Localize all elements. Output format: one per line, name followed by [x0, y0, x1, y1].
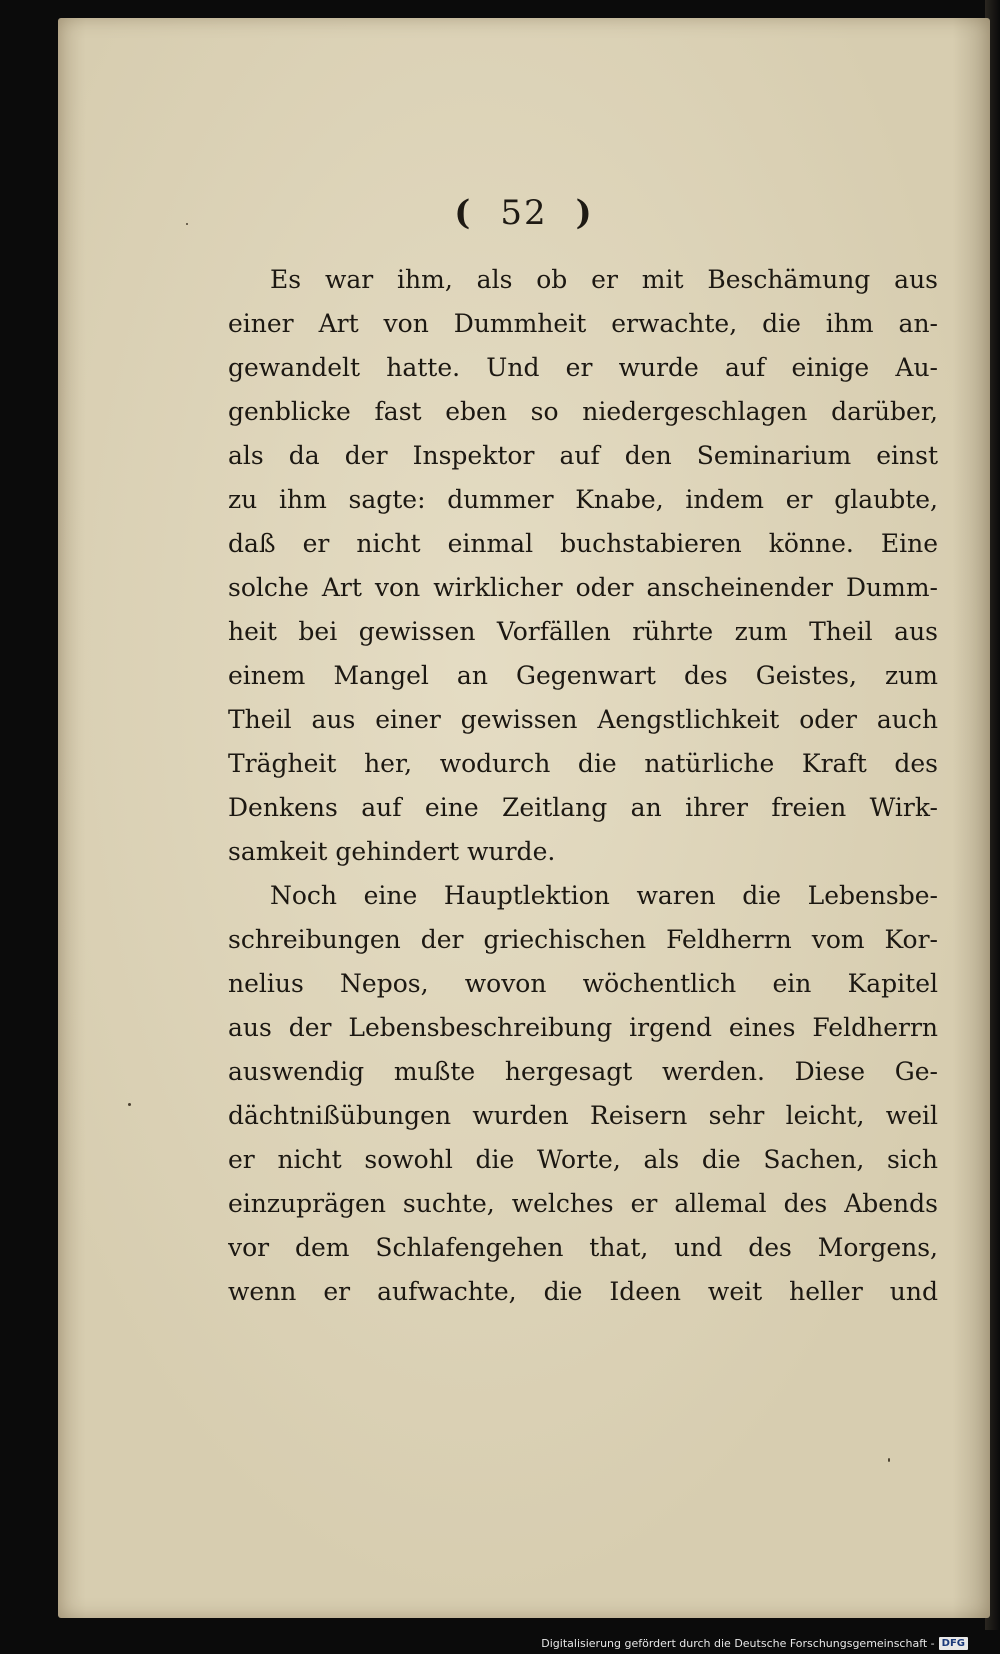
- text-line: Trägheit her, wodurch die natürliche Kraft des: [228, 749, 938, 778]
- digitization-credit: [541, 1637, 968, 1650]
- book-page: [58, 18, 990, 1618]
- page-number-close-paren: ): [575, 193, 594, 233]
- text-line: einzuprägen suchte, welches er allemal des Abends: [228, 1189, 938, 1218]
- text-line: Noch eine Hauptlektion waren die Lebensbe-: [270, 881, 938, 910]
- text-line: zu ihm sagte: dummer Knabe, indem er glaubte,: [228, 485, 938, 514]
- text-line: heit bei gewissen Vorfällen rührte zum Theil aus: [228, 617, 938, 646]
- text-line: einer Art von Dummheit erwachte, die ihm an-: [228, 309, 938, 338]
- text-line: vor dem Schlafengehen that, und des Morgens,: [228, 1233, 938, 1262]
- text-line: Es war ihm, als ob er mit Beschämung aus: [270, 265, 938, 294]
- text-body: [228, 258, 938, 1314]
- paper-speck: [888, 1458, 890, 1462]
- text-line: einem Mangel an Gegenwart des Geistes, zum: [228, 661, 938, 690]
- paper-speck: [186, 223, 188, 225]
- text-line: schreibungen der griechischen Feldherrn vom Kor-: [228, 925, 938, 954]
- text-line: nelius Nepos, wovon wöchentlich ein Kapitel: [228, 969, 938, 998]
- dfg-logo-icon: DFG: [939, 1637, 968, 1650]
- text-line: genblicke fast eben so niedergeschlagen darüber,: [228, 397, 938, 426]
- credit-text: Digitalisierung gefördert durch die Deutsche Forschungsgemeinschaft -: [541, 1637, 935, 1650]
- text-line: daß er nicht einmal buchstabieren könne. Eine: [228, 529, 938, 558]
- text-line: samkeit gehindert wurde.: [228, 837, 556, 866]
- text-line: dächtnißübungen wurden Reisern sehr leicht, weil: [228, 1101, 938, 1130]
- text-line: gewandelt hatte. Und er wurde auf einige Au-: [228, 353, 938, 382]
- text-line: Theil aus einer gewissen Aengstlichkeit oder auch: [228, 705, 938, 734]
- text-line: aus der Lebensbeschreibung irgend eines Feldherrn: [228, 1013, 938, 1042]
- page-number-value: 52: [500, 193, 548, 233]
- paper-speck: [128, 1103, 131, 1106]
- text-line: Denkens auf eine Zeitlang an ihrer freien Wirk-: [228, 793, 938, 822]
- text-line: solche Art von wirklicher oder anscheinender Dumm-: [228, 573, 938, 602]
- text-line: er nicht sowohl die Worte, als die Sachen, sich: [228, 1145, 938, 1174]
- page-number-open-paren: (: [454, 193, 473, 233]
- page-number: [58, 193, 990, 233]
- text-line: als da der Inspektor auf den Seminarium einst: [228, 441, 938, 470]
- text-line: wenn er aufwachte, die Ideen weit heller und: [228, 1277, 938, 1306]
- text-line: auswendig mußte hergesagt werden. Diese Ge-: [228, 1057, 938, 1086]
